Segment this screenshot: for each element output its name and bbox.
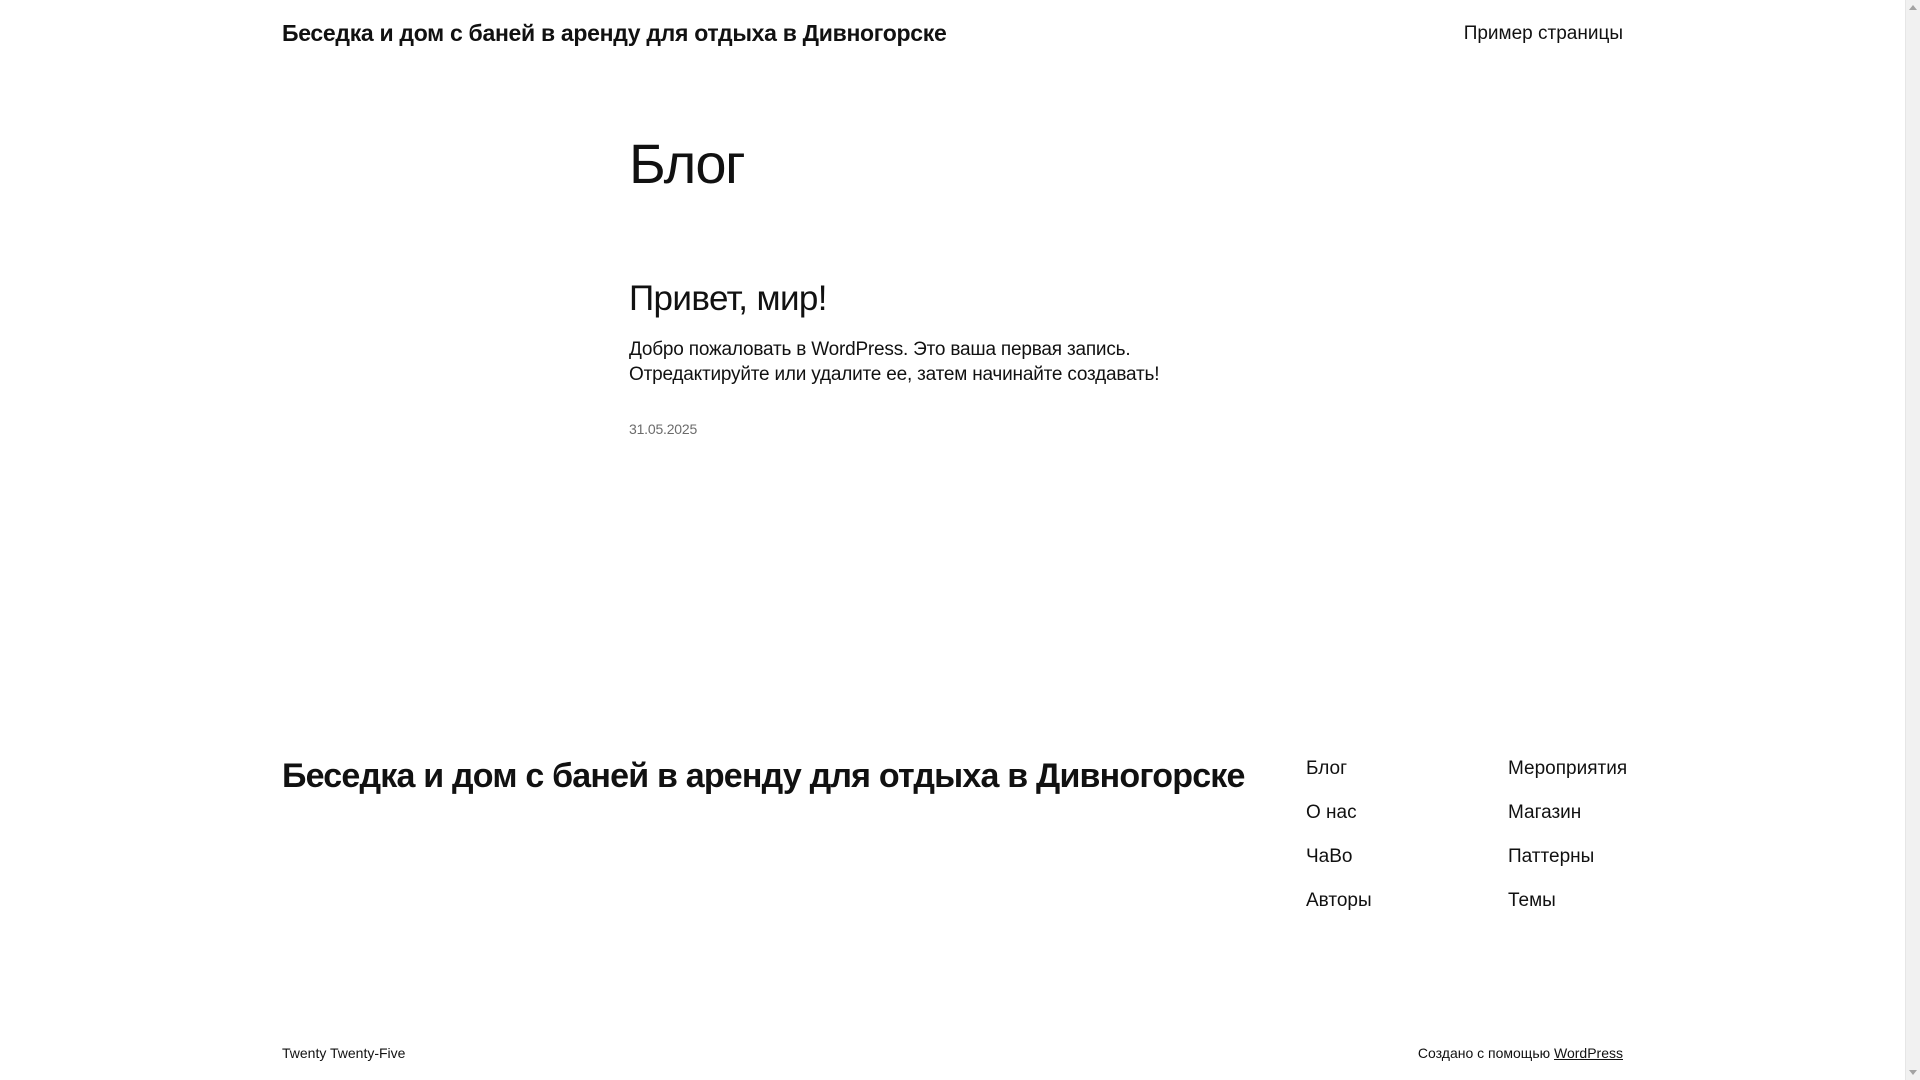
vertical-scrollbar[interactable] [1905,0,1920,1080]
footer-credit-prefix: Создано с помощью [1417,1045,1551,1061]
header-nav-sample-page[interactable]: Пример страницы [1463,23,1623,44]
post-title-text[interactable]: Привет, мир! [629,279,827,318]
scroll-down-arrow-icon[interactable] [1909,1070,1917,1075]
footer-link-patterns[interactable]: Паттерны [1508,846,1595,867]
footer-nav-left [1306,757,1372,913]
page-title: Блог [629,132,744,195]
footer-nav-right [1508,757,1627,913]
post-excerpt: Добро пожаловать в WordPress. Это ваша первая запись. Отредактируйте или удалите ее, затем начинайте создавать! [629,339,1160,385]
footer-link-about[interactable]: О нас [1306,802,1357,823]
footer-site-title[interactable]: Беседка и дом с баней в аренду для отдыха в Дивногорске [282,757,1245,795]
footer-link-blog[interactable]: Блог [1306,758,1348,779]
footer-link-authors[interactable]: Авторы [1306,890,1372,911]
footer-link-shop[interactable]: Магазин [1508,802,1582,823]
footer-credit-wordpress-link[interactable]: WordPress [1554,1045,1623,1061]
footer-link-themes[interactable]: Темы [1508,890,1556,911]
post-date[interactable]: 31.05.2025 [629,421,698,437]
scroll-up-arrow-icon[interactable] [1909,5,1917,10]
header-site-title[interactable]: Беседка и дом с баней в аренду для отдыха в Дивногорске [282,20,947,46]
post-title-link[interactable] [629,281,827,316]
footer-link-faq[interactable]: ЧаВо [1306,846,1353,867]
footer-link-events[interactable]: Мероприятия [1508,758,1628,779]
footer-credit [1418,1045,1623,1061]
footer-theme-name: Twenty Twenty-Five [282,1045,406,1061]
